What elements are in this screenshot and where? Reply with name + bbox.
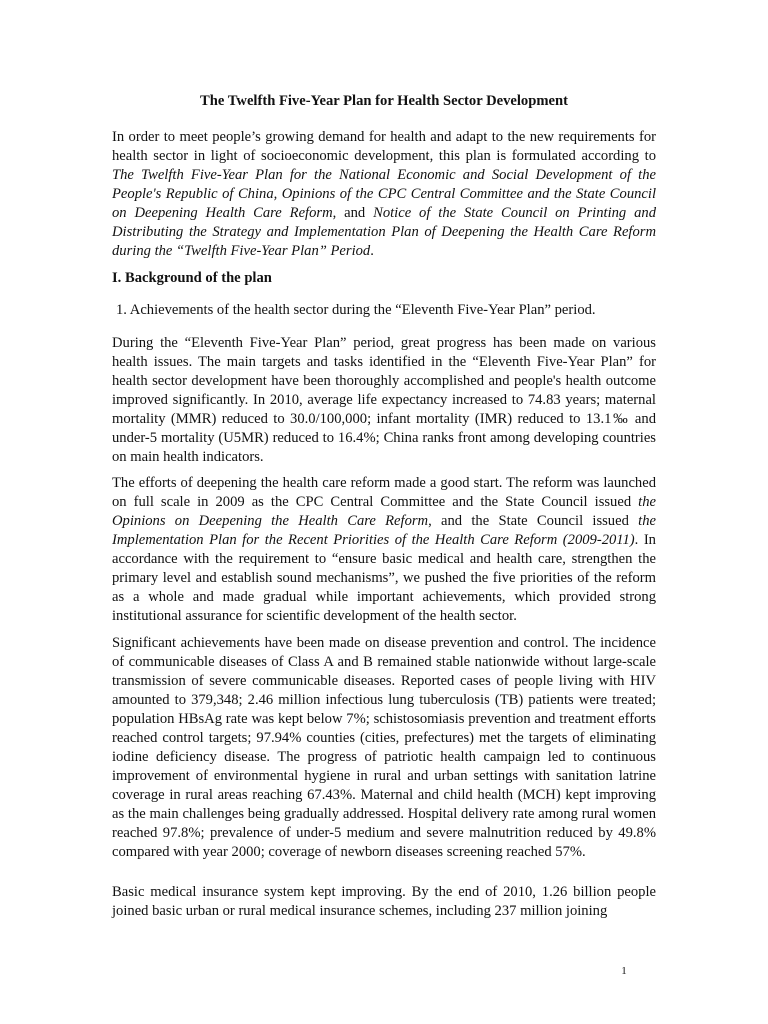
document-title: The Twelfth Five-Year Plan for Health Sector Development: [200, 93, 568, 109]
intro-text-2: , and: [332, 205, 374, 221]
subsection-heading: 1. Achievements of the health sector during the “Eleventh Five-Year Plan” period.: [116, 302, 596, 318]
reform-text-3: . In accordance with the requirement to “ensure basic medical and health care, strengthen the primary level and establish sound mechanisms”, we pushed the five priorities of the reform as a whole and made gradual while important achievements, which provided strong institutional assurance for scientific development of the health sector.: [112, 532, 656, 624]
reform-paragraph: [112, 474, 656, 626]
disease-control-paragraph: Significant achievements have been made on disease prevention and control. The incidence of communicable diseases of Class A and B remained stable nationwide without large-scale transmission of severe communicable diseases. Reported cases of people living with HIV amounted to 379,348; 2.46 million infectious lung tuberculosis (TB) patients were treated; population HBsAg rate was kept below 7%; schistosomiasis prevention and treatment efforts reached control targets; 97.94% counties (cities, prefectures) met the targets of eliminating iodine deficiency disease. The progress of patriotic health campaign led to continuous improvement of environmental hygiene in rural and urban settings with sanitation latrine coverage in rural areas reaching 67.43%. Maternal and child health (MCH) kept improving as the main challenges being gradually addressed. Hospital delivery rate among rural women reached 97.8%; prevalence of under-5 medium and severe malnutrition reduced by 49.8% compared with year 2000; coverage of newborn diseases screening reached 57%.: [112, 635, 656, 860]
reform-text-2: , and the State Council issued: [428, 513, 639, 529]
intro-italic-1: The Twelfth Five-Year Plan for the National Economic and Social Development of the People's Republic of China, Opinions of the CPC Central Committee and the State Council on Deepening Health Care Reform: [112, 167, 656, 221]
intro-text-3: .: [370, 243, 374, 259]
reform-italic-2: the Implementation Plan for the Recent Priorities of the Health Care Reform (2009-2011): [112, 513, 656, 548]
intro-italic-2: Notice of the State Council on Printing and Distributing the Strategy and Implementation Plan of Deepening the Health Care Reform during the “Twelfth Five-Year Plan” Period: [112, 205, 656, 259]
page-number: 1: [621, 965, 627, 977]
intro-text-1: In order to meet people’s growing demand for health and adapt to the new requirements for health sector in light of socioeconomic development, this plan is formulated according to: [112, 129, 656, 164]
reform-text-1: The efforts of deepening the health care reform made a good start. The reform was launched on full scale in 2009 as the CPC Central Committee and the State Council issued: [112, 475, 656, 510]
reform-italic-1: the Opinions on Deepening the Health Care Reform: [112, 494, 656, 529]
eleventh-plan-paragraph: During the “Eleventh Five-Year Plan” period, great progress has been made on various health issues. The main targets and tasks identified in the “Eleventh Five-Year Plan” for health sector development have been thoroughly accomplished and people's health outcome improved significantly. In 2010, average life expectancy increased to 74.83 years; maternal mortality (MMR) reduced to 30.0/100,000; infant mortality (IMR) reduced to 13.1‰ and under-5 mortality (U5MR) reduced to 16.4%; China ranks front among developing countries on main health indicators.: [112, 335, 656, 465]
intro-paragraph: [112, 128, 656, 261]
insurance-paragraph: Basic medical insurance system kept improving. By the end of 2010, 1.26 billion people joined basic urban or rural medical insurance schemes, including 237 million joining: [112, 884, 656, 919]
section-heading: I. Background of the plan: [112, 270, 272, 286]
